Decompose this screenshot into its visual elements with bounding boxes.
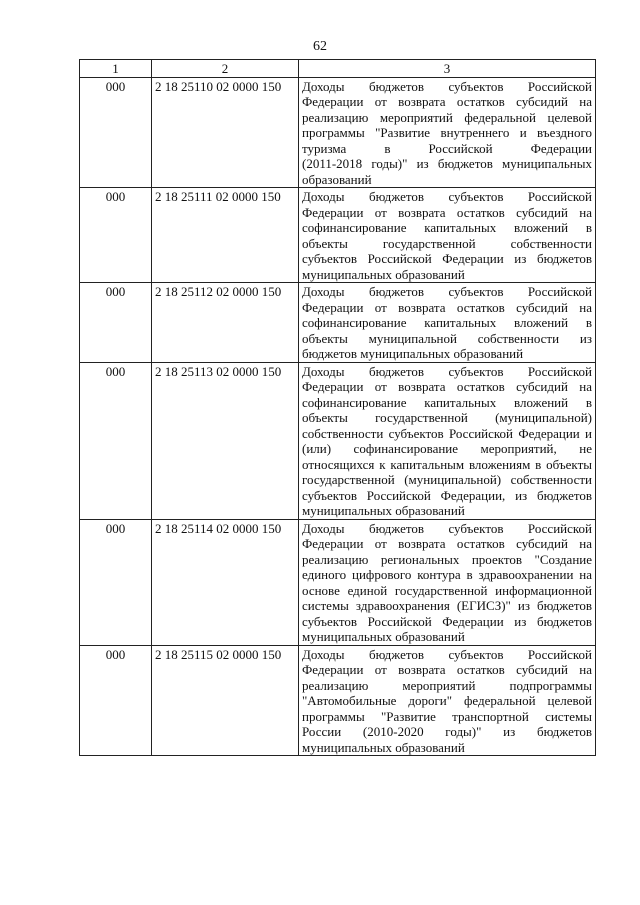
description-line: Федерации от возврата остатков субсидий на <box>302 379 592 394</box>
table-row <box>80 362 596 519</box>
description-line: собственности субъектов Российской Федерации и <box>302 425 592 441</box>
description-line: софинансирование капитальных вложений в <box>302 394 592 410</box>
description-line: (2011-2018 годы)" из бюджетов муниципальных <box>302 156 592 171</box>
description-line: муниципальных образований <box>302 739 465 755</box>
description-line: Федерации от возврата остатков субсидий на <box>302 662 592 677</box>
description-line: муниципальных образований <box>302 503 465 518</box>
table-row <box>80 283 596 363</box>
description-line: субъектов Российской Федерации из бюджетов <box>302 251 592 266</box>
description-cell <box>299 362 596 519</box>
description-line: Доходы бюджетов субъектов Российской <box>302 284 592 299</box>
description-line: Доходы бюджетов субъектов Российской <box>302 363 592 379</box>
table-header-row <box>80 60 596 78</box>
description-line: основе единой государственной информационной <box>302 582 592 598</box>
budget-code-cell: 2 18 25111 02 0000 150 <box>152 188 299 283</box>
admin-code-cell: 000 <box>80 645 152 756</box>
table-row <box>80 77 596 188</box>
column-header-1: 1 <box>80 60 152 78</box>
description-line: Федерации от возврата остатков субсидий на <box>302 536 592 551</box>
description-cell <box>299 645 596 756</box>
table-row <box>80 188 596 283</box>
column-header-3: 3 <box>299 60 596 78</box>
column-header-2: 2 <box>152 60 299 78</box>
description-line: субъектов Российской Федерации из бюджетов <box>302 613 592 629</box>
budget-code-cell: 2 18 25110 02 0000 150 <box>152 77 299 188</box>
description-line: реализацию мероприятий федеральной целевой <box>302 109 592 125</box>
description-line: Доходы бюджетов субъектов Российской <box>302 78 592 94</box>
description-line: объекты муниципальной собственности из <box>302 330 592 346</box>
admin-code-cell: 000 <box>80 188 152 283</box>
description-line: (или) софинансирование мероприятий, не <box>302 441 592 456</box>
admin-code-cell: 000 <box>80 77 152 188</box>
table-row <box>80 645 596 756</box>
description-line: Федерации от возврата остатков субсидий на <box>302 204 592 220</box>
description-line: субъектов Российской Федерации, из бюджетов <box>302 487 592 503</box>
page-number: 62 <box>313 39 327 54</box>
description-line: бюджетов муниципальных образований <box>302 346 524 361</box>
budget-classification-table <box>79 59 596 756</box>
admin-code-cell: 000 <box>80 362 152 519</box>
description-line: России (2010-2020 годы)" из бюджетов <box>302 724 592 739</box>
description-line: программы "Развитие транспортной системы <box>302 708 592 724</box>
budget-code-cell: 2 18 25115 02 0000 150 <box>152 645 299 756</box>
description-line: программы "Развитие внутреннего и въездного <box>302 125 592 140</box>
admin-code-cell: 000 <box>80 519 152 645</box>
description-line: "Автомобильные дороги" федеральной целевой <box>302 693 592 708</box>
description-line: системы здравоохранения (ЕГИСЗ)" из бюджетов <box>302 598 592 613</box>
description-line: муниципальных образований <box>302 266 465 282</box>
budget-code-cell: 2 18 25114 02 0000 150 <box>152 519 299 645</box>
description-line: софинансирование капитальных вложений в <box>302 315 592 330</box>
description-line: софинансирование капитальных вложений в <box>302 220 592 235</box>
description-cell <box>299 188 596 283</box>
budget-code-cell: 2 18 25112 02 0000 150 <box>152 283 299 363</box>
description-line: муниципальных образований <box>302 629 465 644</box>
description-line: единого цифрового контура в здравоохранении на <box>302 567 592 582</box>
description-line: государственной (муниципальной) собственности <box>302 472 592 487</box>
description-cell <box>299 283 596 363</box>
table-row <box>80 519 596 645</box>
description-line: Доходы бюджетов субъектов Российской <box>302 520 592 536</box>
description-line: Доходы бюджетов субъектов Российской <box>302 646 592 662</box>
description-cell <box>299 77 596 188</box>
description-line: объекты государственной (муниципальной) <box>302 410 592 425</box>
description-line: Доходы бюджетов субъектов Российской <box>302 189 592 204</box>
description-line: туризма в Российской Федерации <box>302 140 592 156</box>
budget-code-cell: 2 18 25113 02 0000 150 <box>152 362 299 519</box>
description-line: относящихся к капитальным вложениям в объекты <box>302 456 592 472</box>
description-line: реализацию региональных проектов "Создание <box>302 551 592 567</box>
admin-code-cell: 000 <box>80 283 152 363</box>
description-line: образований <box>302 171 372 187</box>
description-line: Федерации от возврата остатков субсидий на <box>302 94 592 109</box>
description-line: Федерации от возврата остатков субсидий на <box>302 299 592 315</box>
description-cell <box>299 519 596 645</box>
description-line: реализацию мероприятий подпрограммы <box>302 677 592 693</box>
description-line: объекты государственной собственности <box>302 235 592 251</box>
